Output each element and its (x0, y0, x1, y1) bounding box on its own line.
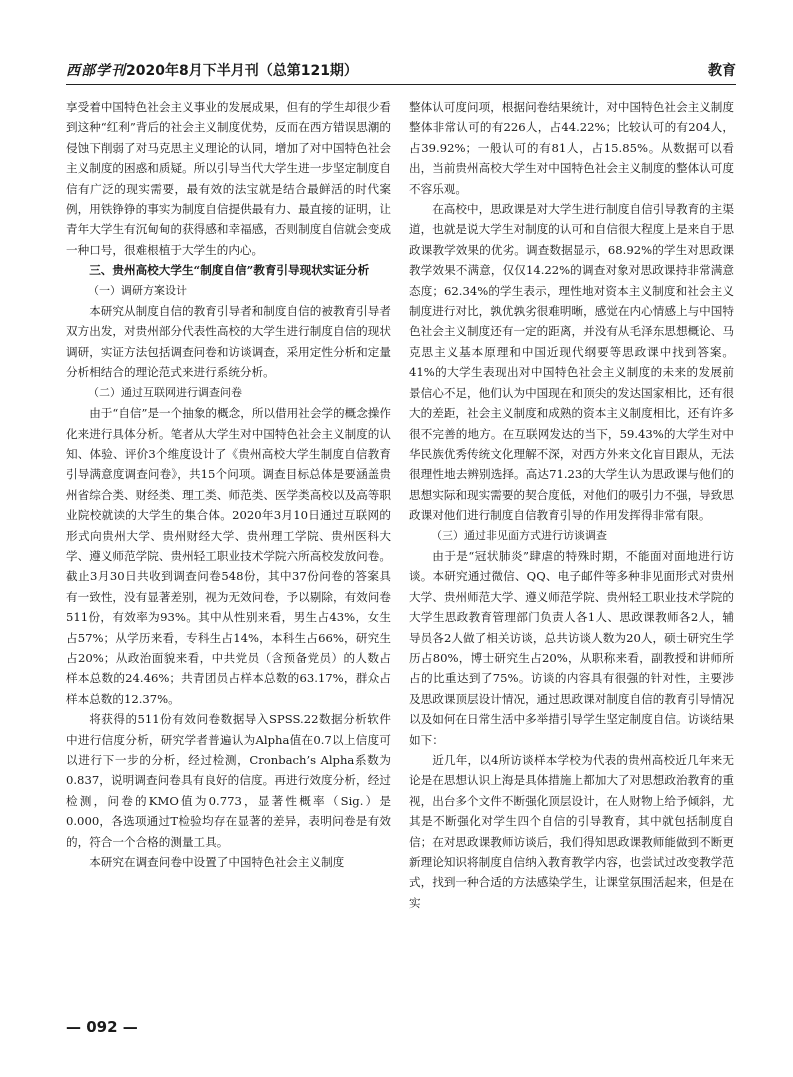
paragraph: 本研究从制度自信的教育引导者和制度自信的被教育引导者双方出发，对贵州部分代表性高校的大学生进行制度自信的现状调研，实证方法包括调查问卷和访谈调查，采用定性分析和定量分析相结合的理论范式来进行系统分析。 (66, 304, 391, 380)
subsection-heading: （一）调研方案设计 (88, 283, 187, 297)
section-label: 教育 (708, 63, 736, 79)
journal-logo: 西部学刊 (66, 63, 126, 79)
paragraph: 近几年，以4所访谈样本学校为代表的贵州高校近几年来无论是在思想认识上海是具体措施上都加大了对思想政治教育的重视，出台多个文件不断强化顶层设计，在人财物上给予倾斜，尤其是不断强化对学生四个自信的引导教育，其中就包括制度自信；在对思政课教师访谈后，我们得知思政课教师能做到不断更新理论知识将制度自信纳入教育教学内容，也尝试过改变教学范式，找到一种合适的方法感染学生，让课堂氛围活起来，但是在实 (409, 753, 734, 910)
left-column (66, 97, 391, 872)
subsection-heading: （二）通过互联网进行调查问卷 (88, 385, 242, 399)
journal-title (66, 60, 358, 80)
right-column (409, 97, 734, 913)
paragraph: 在高校中，思政课是对大学生进行制度自信引导教育的主渠道，也就是说大学生对制度的认可和自信很大程度上是来自于思政课教学效果的优劣。调查数据显示，68.92%的学生对思政课教学效果不满意，仅仅14.22%的调查对象对思政课持非常满意态度；62.34%的学生表示，理性地对资本主义制度和社会主义制度进行对比，孰优孰劣很难明晰，感觉在内心情感上与中国特色社会主义制度还有一定的距离，并没有从毛泽东思想概论、马克思主义基本原理和中国近现代纲要等思政课中找到答案。41%的大学生表现出对中国特色社会主义制度的未来的发展前景信心不足，他们认为中国现在和顶尖的发达国家相比，还有很大的差距，社会主义制度和成熟的资本主义制度相比，还有许多很不完善的地方。在互联网发达的当下，59.43%的大学生对中华民族优秀传统文化理解不深，对西方外来文化盲目跟从，无法很理性地去辨别选择。高达71.23的大学生认为思政课与他们的思想实际和现实需要的契合度低，对他们的吸引力不强，导致思政课对他们进行制度自信教育引导的作用发挥得非常有限。 (409, 202, 734, 523)
paragraph: 将获得的511份有效问卷数据导入SPSS.22数据分析软件中进行信度分析，研究学者普遍认为Alpha值在0.7以上信度可以进行下一步的分析，经过检测，Cronbach’s Alpha系数为0.837，说明调查问卷具有良好的信度。再进行效度分析，经过检测，问卷的KMO值为0.773，显著性概率（Sig.）是0.000，各选项通过T检验均存在显著的差异，表明问卷是有效的，符合一个合格的测量工具。 (66, 712, 391, 849)
section-heading: 三、贵州高校大学生“制度自信”教育引导现状实证分析 (89, 263, 370, 278)
paragraph: 享受着中国特色社会主义事业的发展成果，但有的学生却很少看到这种“红利”背后的社会主义制度优势，反而在西方错误思潮的侵蚀下削弱了对马克思主义理论的认同，增加了对中国特色社会主义制度的困惑和质疑。所以引导当代大学生进一步坚定制度自信有广泛的现实需要，最有效的法宝就是结合最鲜活的时代案例，用铁铮铮的事实为制度自信提供最有力、最直接的证明，让青年大学生有沉甸甸的获得感和幸福感，否则制度自信就会变成一种口号，很难根植于大学生的内心。 (66, 100, 391, 257)
paragraph: 本研究在调查问卷中设置了中国特色社会主义制度 (89, 855, 345, 870)
subsection-heading: （三）通过非见面方式进行访谈调查 (431, 528, 607, 542)
journal-issue: 2020年8月下半月刊（总第121期） (126, 63, 358, 79)
paragraph: 整体认可度问项，根据问卷结果统计，对中国特色社会主义制度整体非常认可的有226人，占44.22%；比较认可的有204人，占39.92%；一般认可的有81人，占15.85%。从数据可以看出，当前贵州高校大学生对中国特色社会主义制度的整体认可度不容乐观。 (409, 100, 734, 196)
paragraph: 由于是“冠状肺炎”肆虐的特殊时期，不能面对面地进行访谈。本研究通过微信、QQ、电子邮件等多种非见面形式对贵州大学、贵州师范大学、遵义师范学院、贵州轻工职业技术学院的大学生思政教育管理部门负责人各1人、思政课教师各2人，辅导员各2人做了相关访谈，总共访谈人数为20人，硕士研究生学历占80%，博士研究生占20%，从职称来看，副教授和讲师所占的比重达到了75%。访谈的内容具有很强的针对性，主要涉及思政课顶层设计情况，通过思政课对制度自信的教育引导情况以及如何在日常生活中多举措引导学生坚定制度自信。访谈结果如下： (409, 548, 734, 747)
page-header (66, 58, 736, 82)
page-number: — 092 — (66, 1018, 138, 1036)
paragraph: 由于“自信”是一个抽象的概念，所以借用社会学的概念操作化来进行具体分析。笔者从大学生对中国特色社会主义制度的认知、体验、评价3个维度设计了《贵州高校大学生制度自信教育引导满意度调查问卷》，共15个问项。调查目标总体是要涵盖贵州省综合类、财经类、理工类、师范类、医学类高校以及高等职业院校就读的大学生的集合体。2020年3月10日通过互联网的形式向贵州大学、贵州财经大学、贵州理工学院、贵州医科大学、遵义师范学院、贵州轻工职业技术学院六所高校发放问卷。截止3月30日共收到调查问卷548份，其中37份问卷的答案具有一致性，没有显著差别，视为无效问卷，予以剔除，有效问卷511份，有效率为93%。其中从性别来看，男生占43%，女生占57%；从学历来看，专科生占14%，本科生占66%，研究生占20%；从政治面貌来看，中共党员（含预备党员）的人数占样本总数的24.46%；共青团员占样本总数的63.17%，群众占样本总数的12.37%。 (66, 406, 391, 706)
header-rule (66, 84, 736, 85)
